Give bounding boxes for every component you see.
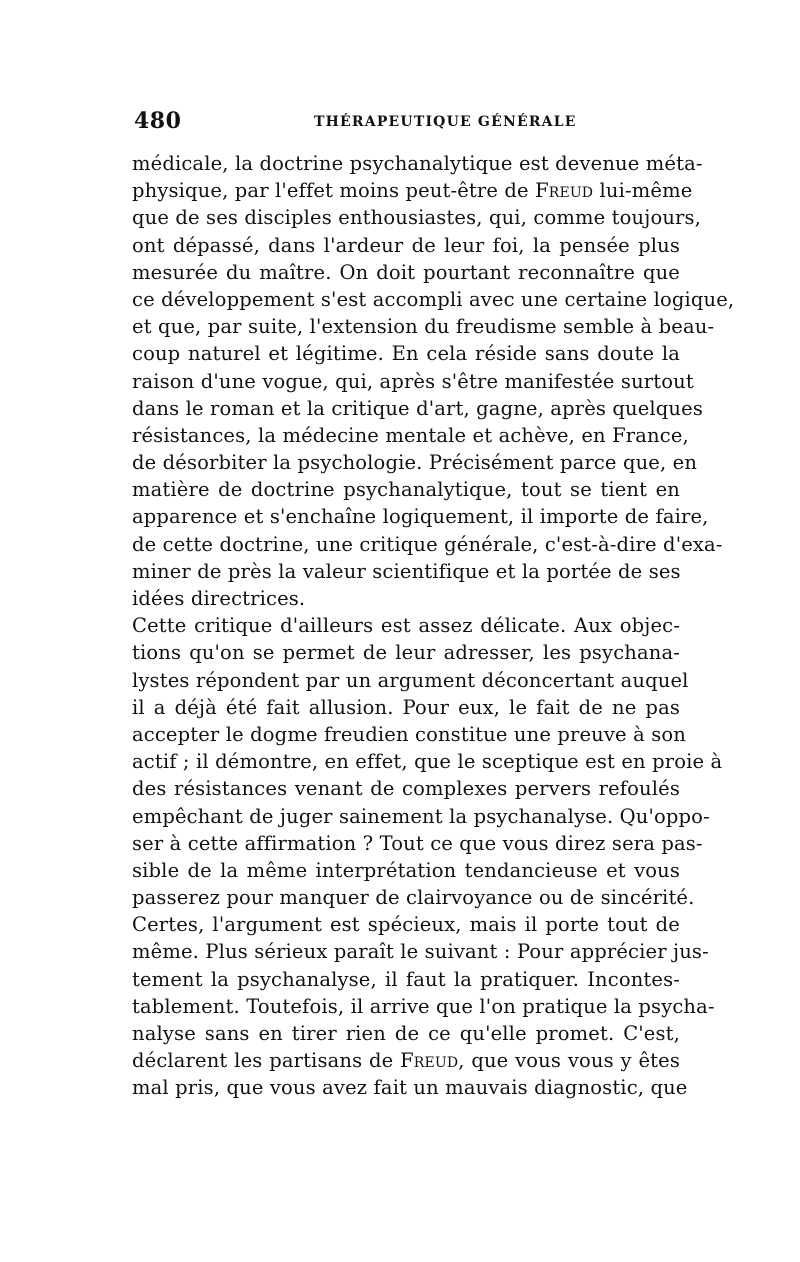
body-text — [132, 150, 735, 1102]
text-line: mesurée du maître. On doit pourtant reconnaître que — [132, 260, 680, 284]
text-line: lystes répondent par un argument déconcertant auquel — [132, 668, 689, 692]
text-line: ce développement s'est accompli avec une certaine logique, — [132, 287, 735, 311]
text-line: médicale, la doctrine psychanalytique est devenue méta- — [132, 152, 703, 175]
text-line: et que, par suite, l'extension du freudisme semble à beau- — [132, 315, 715, 339]
page-header — [134, 108, 679, 138]
text-line: même. Plus sérieux paraît le suivant : Pour apprécier jus- — [132, 940, 709, 964]
text-line: matière de doctrine psychanalytique, tout se tient en — [132, 478, 680, 502]
text-line: résistances, la médecine mentale et achève, en France, — [132, 423, 689, 447]
running-title: THÉRAPEUTIQUE GÉNÉRALE — [314, 114, 577, 130]
page-number: 480 — [134, 108, 182, 134]
text-line: Certes, l'argument est spécieux, mais il porte tout de — [132, 913, 680, 937]
text-line: Cette critique d'ailleurs est assez délicate. Aux objec- — [132, 614, 680, 638]
text-line: idées directrices. — [132, 587, 306, 610]
text-line: accepter le dogme freudien constitue une preuve à son — [132, 722, 686, 746]
text-line: passerez pour manquer de clairvoyance ou de sincérité. — [132, 886, 695, 910]
text-line: miner de près la valeur scientifique et la portée de ses — [132, 559, 681, 583]
text-line: tement la psychanalyse, il faut la pratiquer. Incontes- — [132, 967, 680, 991]
text-line: ont dépassé, dans l'ardeur de leur foi, la pensée plus — [132, 233, 680, 257]
text-line: des résistances venant de complexes pervers refoulés — [132, 777, 680, 801]
text-line: déclarent les partisans de Freud, que vous vous y êtes — [132, 1049, 680, 1073]
text-line: raison d'une vogue, qui, après s'être manifestée surtout — [132, 369, 694, 393]
text-line: il a déjà été fait allusion. Pour eux, le fait de ne pas — [132, 695, 680, 719]
text-line: ser à cette affirmation ? Tout ce que vous direz sera pas- — [132, 831, 703, 855]
text-line: sible de la même interprétation tendancieuse et vous — [132, 858, 680, 882]
text-line: apparence et s'enchaîne logiquement, il importe de faire, — [132, 505, 709, 529]
text-line: coup naturel et légitime. En cela réside sans doute la — [132, 342, 680, 366]
text-line: de cette doctrine, une critique générale, c'est-à-dire d'exa- — [132, 532, 723, 556]
text-line: nalyse sans en tirer rien de ce qu'elle promet. C'est, — [132, 1022, 680, 1045]
text-line: de désorbiter la psychologie. Précisément parce que, en — [132, 451, 698, 475]
text-line: que de ses disciples enthousiastes, qui, comme toujours, — [132, 206, 702, 230]
text-line: physique, par l'effet moins peut-être de Freud lui-même — [132, 179, 693, 203]
paragraph — [132, 612, 723, 1101]
text-line: tions qu'on se permet de leur adresser, les psychana- — [132, 641, 680, 665]
paragraph — [132, 150, 735, 612]
text-line: mal pris, que vous avez fait un mauvais diagnostic, que — [132, 1076, 688, 1100]
text-line: tablement. Toutefois, il arrive que l'on pratique la psycha- — [132, 994, 715, 1018]
text-line: actif ; il démontre, en effet, que le sceptique est en proie à — [132, 750, 723, 774]
text-line: dans le roman et la critique d'art, gagne, après quelques — [132, 396, 703, 420]
text-line: empêchant de juger sainement la psychanalyse. Qu'oppo- — [132, 804, 710, 828]
